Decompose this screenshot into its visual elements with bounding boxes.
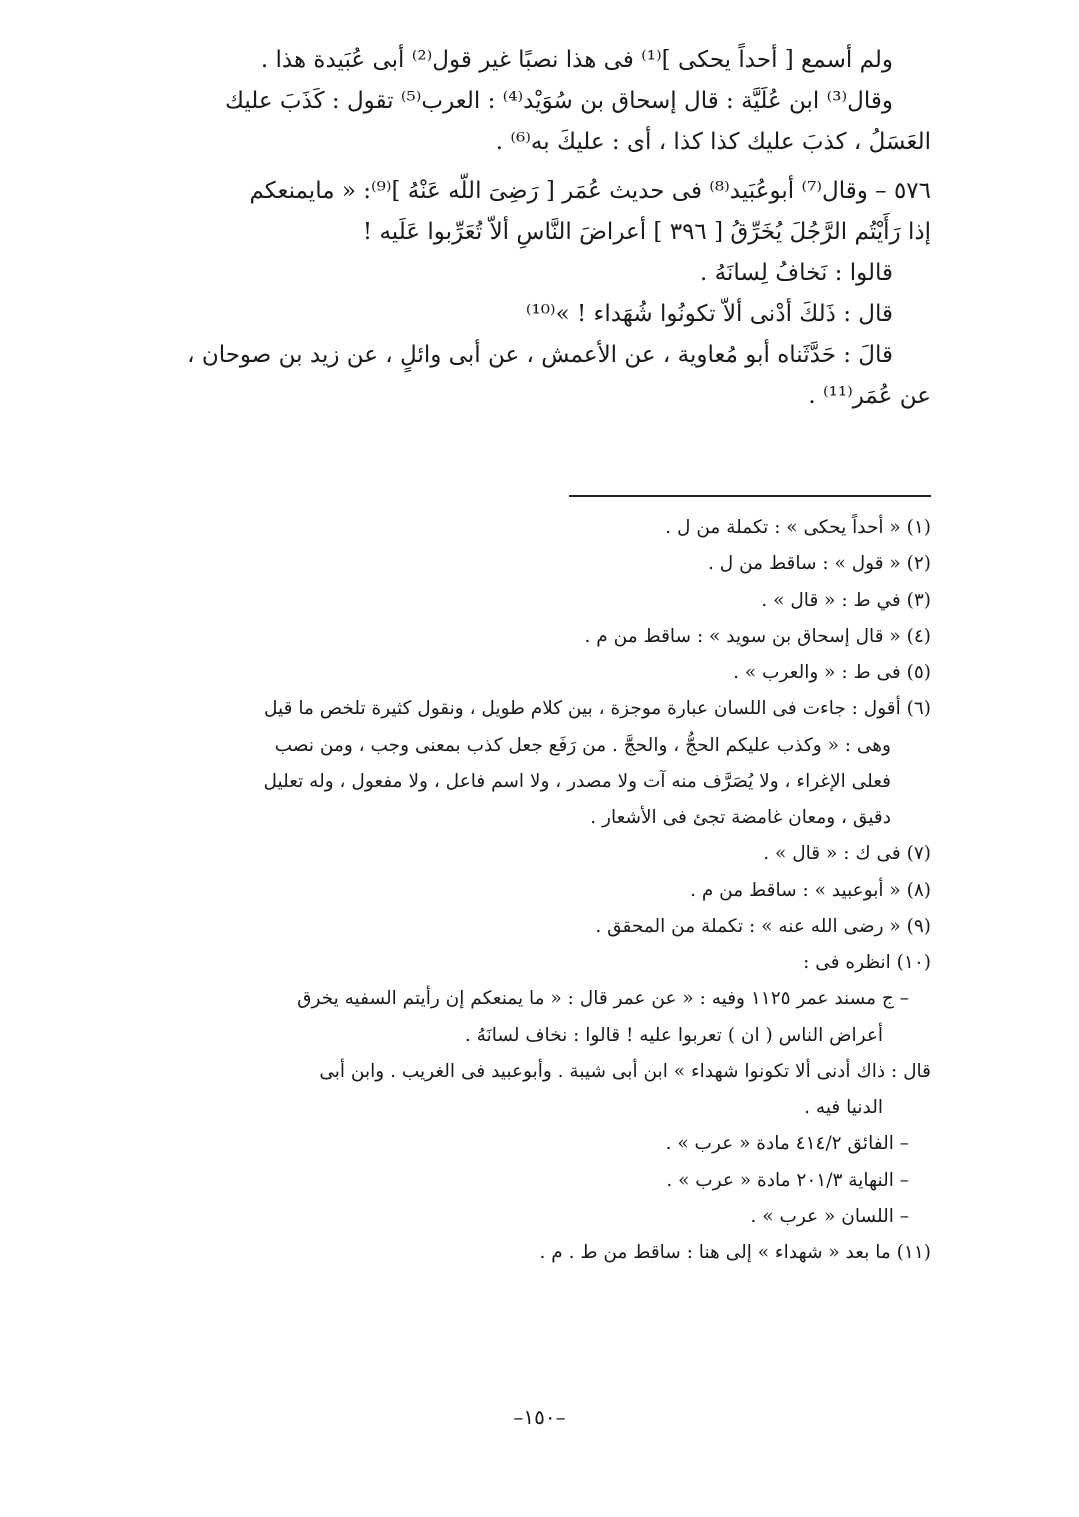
- footnote-line: – الفائق ٤١٤/٢ مادة « عرب » .: [665, 1133, 909, 1155]
- footnotes: [148, 510, 931, 1271]
- footnote-line: – ج مسند عمر ١١٢٥ وفيه : « عن عمر قال : « ما يمنعكم إن رأيتم السفيه يخرق: [297, 988, 909, 1010]
- footnote-line: (٨) « أبوعبيد » : ساقط من م .: [690, 879, 931, 901]
- text-line: وقال⁽³⁾ ابن عُلَيَّة : قال إسحاق بن سُوَيْد⁽⁴⁾ : العرب⁽⁵⁾ تقول : كَذَبَ عليك: [224, 87, 893, 114]
- footnote-line: (٦) أقول : جاءت فى اللسان عبارة موجزة ، بين كلام طويل ، ونقول كثيرة تلخص ما قيل: [264, 698, 931, 720]
- page-number: –١٥٠–: [513, 1405, 566, 1429]
- footnote-line: (٥) فى ط : « والعرب » .: [733, 662, 931, 683]
- text-line: قالَ : حَدَّثَناه أبو مُعاوية ، عن الأعمش ، عن أبى وائلٍ ، عن زيد بن صوحان ،: [187, 341, 893, 368]
- footnote-line: (٧) فى ك : « قال » .: [763, 843, 931, 865]
- footnote-line: قال : ذاك أدنى ألا تكونوا شهداء » ابن أبى شيبة . وأبوعبيد فى الغريب . وابن أبى: [319, 1060, 931, 1082]
- footnote-line: أعراض الناس ( ان ) تعربوا عليه ! قالوا : نخاف لسانَهُ .: [464, 1024, 883, 1046]
- footnote-line: – اللسان « عرب » .: [750, 1205, 909, 1227]
- text-line: إذا رَأَيْتُم الرَّجُلَ يُخَرِّقُ [ ٣٩٦ ] أعراضَ النَّاسِ ألاّ تُعَرِّبوا عَلَيه !: [362, 218, 931, 245]
- footnote-line: (١٠) انظره فى :: [803, 952, 931, 973]
- footnote-line: (٣) في ط : « قال » .: [761, 589, 931, 611]
- footnote-line: (١١) ما بعد « شهداء » إلى هنا : ساقط من ط . م .: [539, 1242, 931, 1263]
- text-line: قالوا : نَخافُ لِسانَهُ .: [700, 259, 893, 286]
- text-line: قال : ذَلكَ أدْنى ألاّ تكونُوا شُهَداء ! »⁽¹⁰⁾: [525, 300, 893, 327]
- footnote-line: الدنيا فيه .: [804, 1097, 883, 1118]
- main-text: [148, 40, 931, 416]
- text-line: ٥٧٦ – وقال⁽⁷⁾ أبوعُبَيد⁽⁸⁾ فى حديث عُمَر [ رَضِىَ اللّه عَنْهُ ]⁽⁹⁾: « مايمنعكم: [249, 177, 931, 204]
- text-line: العَسَلُ ، كذبَ عليك كذا كذا ، أى : عليكَ به⁽⁶⁾ .: [495, 128, 931, 155]
- footnote-line: دقيق ، ومعان غامضة تجئ فى الأشعار .: [590, 807, 891, 828]
- footnote-line: (٤) « قال إسحاق بن سويد » : ساقط من م .: [584, 625, 931, 647]
- footnote-line: فعلى الإغراء ، ولا يُصَرَّف منه آت ولا مصدر ، ولا اسم فاعل ، ولا مفعول ، وله تعليل: [263, 770, 891, 792]
- footnote-line: وهى : « وكذب عليكم الحجُّ ، والحجَّ . من رَفَع جعل كذب بمعنى وجب ، ومن نصب: [274, 734, 891, 756]
- footnote-line: (١) « أحداً يحكى » : تكملة من ل .: [665, 517, 931, 538]
- text-line: عن عُمَر⁽¹¹⁾ .: [808, 382, 931, 409]
- footnote-line: (٢) « قول » : ساقط من ل .: [708, 553, 931, 575]
- footnote-line: – النهاية ٢٠١/٣ مادة « عرب » .: [666, 1169, 909, 1191]
- footnote-line: (٩) « رضى الله عنه » : تكملة من المحقق .: [595, 915, 931, 937]
- text-line: ولم أسمع [ أحداً يحكى ]⁽¹⁾ فى هذا نصبًا غير قول⁽²⁾ أبى عُبَيدة هذا .: [260, 47, 893, 73]
- footnote-divider: [569, 495, 931, 497]
